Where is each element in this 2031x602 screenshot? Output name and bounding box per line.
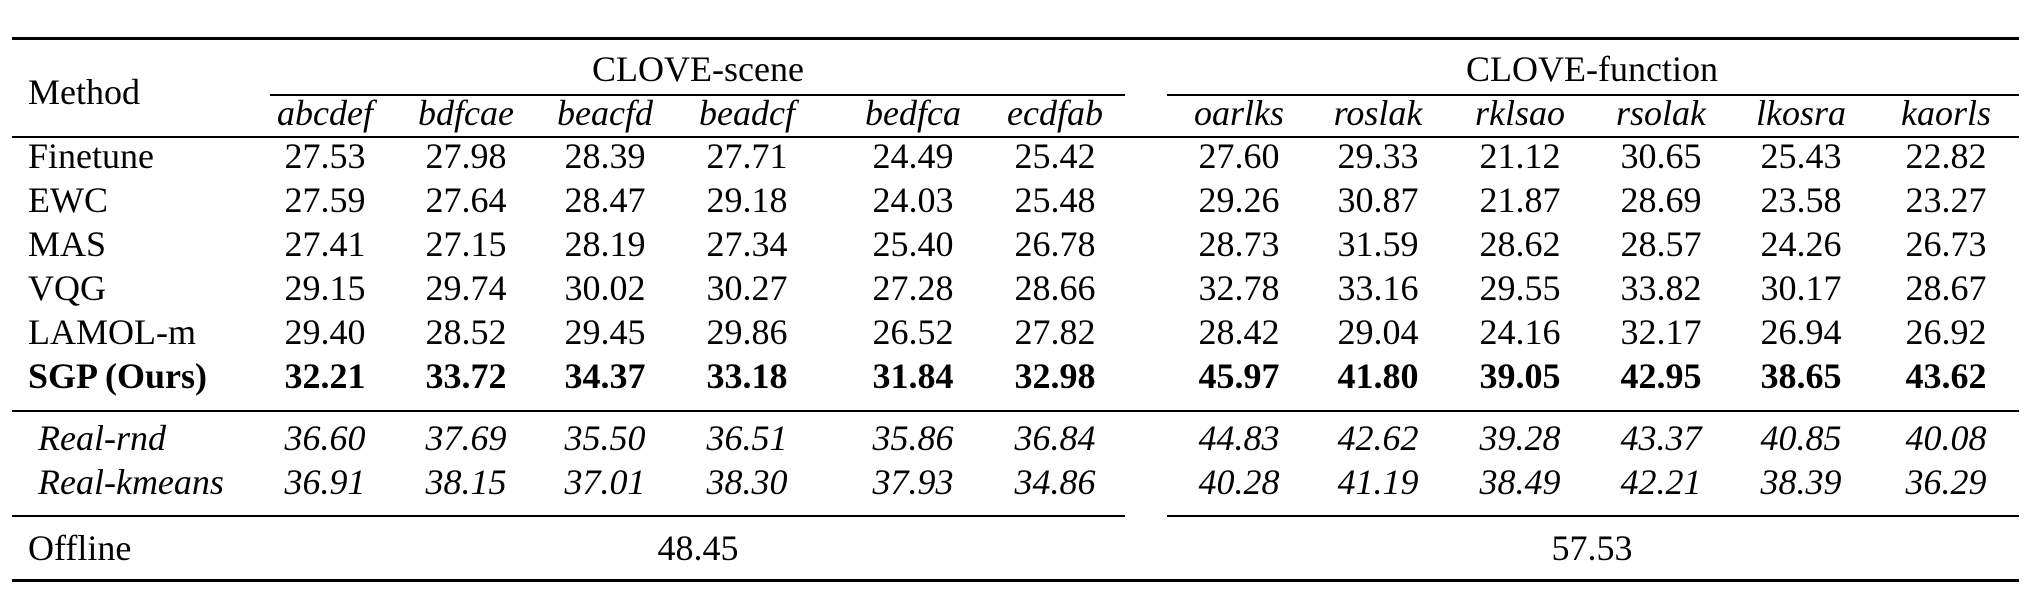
rows-2-cell-2: 27.64 xyxy=(425,180,507,220)
real_rows-2-cell-7: 40.28 xyxy=(1198,462,1280,502)
real_rows-2-cell-1: 36.91 xyxy=(284,462,366,502)
rows-5-cell-3: 29.45 xyxy=(564,312,646,352)
rows-4-cell-5: 27.28 xyxy=(872,268,954,308)
rows-2-cell-4: 29.18 xyxy=(706,180,788,220)
rows-6-cell-1: 32.21 xyxy=(284,356,366,396)
rows-1-cell-8: 29.33 xyxy=(1337,136,1419,176)
rows-5-cell-9: 24.16 xyxy=(1479,312,1561,352)
real_rows-1-cell-9: 39.28 xyxy=(1479,418,1561,458)
rows-6-cell-6: 32.98 xyxy=(1014,356,1096,396)
real-rows-bottom-rule-right xyxy=(1167,515,2019,517)
rows-5-cell-10: 32.17 xyxy=(1620,312,1702,352)
real_rows-2-cell-11: 38.39 xyxy=(1760,462,1842,502)
rows-6-cell-2: 33.72 xyxy=(425,356,507,396)
rows-6-cell-5: 31.84 xyxy=(872,356,954,396)
rows-method-5: LAMOL-m xyxy=(28,312,196,352)
col-header-scene-2: bdfcae xyxy=(418,93,514,133)
rows-3-cell-12: 26.73 xyxy=(1905,224,1987,264)
rows-6-cell-3: 34.37 xyxy=(564,356,646,396)
real_rows-method-2: Real-kmeans xyxy=(38,462,224,502)
rows-1-cell-6: 25.42 xyxy=(1014,136,1096,176)
real_rows-1-cell-12: 40.08 xyxy=(1905,418,1987,458)
offline-scene-value: 48.45 xyxy=(657,528,739,568)
real_rows-2-cell-12: 36.29 xyxy=(1905,462,1987,502)
rows-2-cell-6: 25.48 xyxy=(1014,180,1096,220)
scene-group-underline xyxy=(270,94,1125,96)
rows-2-cell-10: 28.69 xyxy=(1620,180,1702,220)
col-header-function-1: oarlks xyxy=(1194,93,1284,133)
rows-3-cell-3: 28.19 xyxy=(564,224,646,264)
rows-method-4: VQG xyxy=(28,268,106,308)
rows-method-2: EWC xyxy=(28,180,108,220)
col-header-scene-3: beacfd xyxy=(557,93,653,133)
col-header-function-3: rklsao xyxy=(1475,93,1565,133)
rows-3-cell-10: 28.57 xyxy=(1620,224,1702,264)
rows-2-cell-3: 28.47 xyxy=(564,180,646,220)
real_rows-2-cell-10: 42.21 xyxy=(1620,462,1702,502)
rows-1-cell-2: 27.98 xyxy=(425,136,507,176)
rows-4-cell-8: 33.16 xyxy=(1337,268,1419,308)
rows-3-cell-1: 27.41 xyxy=(284,224,366,264)
rows-5-cell-4: 29.86 xyxy=(706,312,788,352)
rows-6-cell-7: 45.97 xyxy=(1198,356,1280,396)
real_rows-2-cell-3: 37.01 xyxy=(564,462,646,502)
rows-3-cell-2: 27.15 xyxy=(425,224,507,264)
rows-1-cell-1: 27.53 xyxy=(284,136,366,176)
rows-3-cell-5: 25.40 xyxy=(872,224,954,264)
rows-2-cell-7: 29.26 xyxy=(1198,180,1280,220)
rows-1-cell-9: 21.12 xyxy=(1479,136,1561,176)
real_rows-method-1: Real-rnd xyxy=(38,418,166,458)
rows-3-cell-8: 31.59 xyxy=(1337,224,1419,264)
rows-3-cell-11: 24.26 xyxy=(1760,224,1842,264)
rows-5-cell-2: 28.52 xyxy=(425,312,507,352)
real_rows-2-cell-5: 37.93 xyxy=(872,462,954,502)
rows-3-cell-7: 28.73 xyxy=(1198,224,1280,264)
real_rows-1-cell-6: 36.84 xyxy=(1014,418,1096,458)
rows-4-cell-6: 28.66 xyxy=(1014,268,1096,308)
real_rows-1-cell-11: 40.85 xyxy=(1760,418,1842,458)
rows-6-cell-11: 38.65 xyxy=(1760,356,1842,396)
rows-5-cell-8: 29.04 xyxy=(1337,312,1419,352)
rows-4-cell-7: 32.78 xyxy=(1198,268,1280,308)
rows-1-cell-11: 25.43 xyxy=(1760,136,1842,176)
rows-1-cell-12: 22.82 xyxy=(1905,136,1987,176)
rows-3-cell-6: 26.78 xyxy=(1014,224,1096,264)
col-header-function-2: roslak xyxy=(1333,93,1423,133)
function-group-underline xyxy=(1167,94,2019,96)
real_rows-2-cell-9: 38.49 xyxy=(1479,462,1561,502)
bottom-rule xyxy=(12,579,2019,582)
rows-6-cell-12: 43.62 xyxy=(1905,356,1987,396)
rows-5-cell-5: 26.52 xyxy=(872,312,954,352)
rows-3-cell-9: 28.62 xyxy=(1479,224,1561,264)
rows-6-cell-9: 39.05 xyxy=(1479,356,1561,396)
real_rows-1-cell-3: 35.50 xyxy=(564,418,646,458)
col-header-function-5: lkosra xyxy=(1756,93,1846,133)
rows-3-cell-4: 27.34 xyxy=(706,224,788,264)
rows-4-cell-1: 29.15 xyxy=(284,268,366,308)
rows-2-cell-11: 23.58 xyxy=(1760,180,1842,220)
col-header-scene-5: bedfca xyxy=(865,93,961,133)
real_rows-1-cell-10: 43.37 xyxy=(1620,418,1702,458)
rows-1-cell-10: 30.65 xyxy=(1620,136,1702,176)
real_rows-2-cell-6: 34.86 xyxy=(1014,462,1096,502)
method-header: Method xyxy=(28,72,140,112)
rows-1-cell-5: 24.49 xyxy=(872,136,954,176)
rows-6-cell-10: 42.95 xyxy=(1620,356,1702,396)
rows-1-cell-7: 27.60 xyxy=(1198,136,1280,176)
rows-2-cell-5: 24.03 xyxy=(872,180,954,220)
rows-2-cell-12: 23.27 xyxy=(1905,180,1987,220)
rows-4-cell-3: 30.02 xyxy=(564,268,646,308)
rows-6-cell-4: 33.18 xyxy=(706,356,788,396)
rows-4-cell-9: 29.55 xyxy=(1479,268,1561,308)
rows-4-cell-11: 30.17 xyxy=(1760,268,1842,308)
real_rows-2-cell-2: 38.15 xyxy=(425,462,507,502)
rows-4-cell-2: 29.74 xyxy=(425,268,507,308)
rows-6-cell-8: 41.80 xyxy=(1337,356,1419,396)
real_rows-1-cell-4: 36.51 xyxy=(706,418,788,458)
real_rows-1-cell-8: 42.62 xyxy=(1337,418,1419,458)
offline-function-value: 57.53 xyxy=(1551,528,1633,568)
real_rows-1-cell-5: 35.86 xyxy=(872,418,954,458)
rows-4-cell-12: 28.67 xyxy=(1905,268,1987,308)
rows-4-cell-4: 30.27 xyxy=(706,268,788,308)
rows-5-cell-6: 27.82 xyxy=(1014,312,1096,352)
real_rows-1-cell-1: 36.60 xyxy=(284,418,366,458)
rows-5-cell-11: 26.94 xyxy=(1760,312,1842,352)
real_rows-2-cell-8: 41.19 xyxy=(1337,462,1419,502)
col-header-function-6: kaorls xyxy=(1901,93,1991,133)
col-header-scene-1: abcdef xyxy=(277,93,373,133)
rows-5-cell-1: 29.40 xyxy=(284,312,366,352)
rows-1-cell-4: 27.71 xyxy=(706,136,788,176)
col-header-scene-6: ecdfab xyxy=(1007,93,1103,133)
rows-method-6: SGP (Ours) xyxy=(28,356,208,396)
col-header-function-4: rsolak xyxy=(1616,93,1706,133)
col-header-scene-4: beadcf xyxy=(699,93,795,133)
rows-1-cell-3: 28.39 xyxy=(564,136,646,176)
rows-method-1: Finetune xyxy=(28,136,154,176)
group-header-clove-function: CLOVE-function xyxy=(1466,49,1718,89)
rows-2-cell-9: 21.87 xyxy=(1479,180,1561,220)
top-rule xyxy=(12,37,2019,40)
methods-bottom-rule xyxy=(12,410,2019,412)
real-rows-bottom-rule-left xyxy=(12,515,1125,517)
rows-method-3: MAS xyxy=(28,224,107,264)
real_rows-2-cell-4: 38.30 xyxy=(706,462,788,502)
rows-5-cell-7: 28.42 xyxy=(1198,312,1280,352)
real_rows-1-cell-2: 37.69 xyxy=(425,418,507,458)
rows-4-cell-10: 33.82 xyxy=(1620,268,1702,308)
rows-2-cell-8: 30.87 xyxy=(1337,180,1419,220)
real_rows-1-cell-7: 44.83 xyxy=(1198,418,1280,458)
rows-5-cell-12: 26.92 xyxy=(1905,312,1987,352)
rows-2-cell-1: 27.59 xyxy=(284,180,366,220)
group-header-clove-scene: CLOVE-scene xyxy=(592,49,804,89)
offline-method: Offline xyxy=(28,528,132,568)
